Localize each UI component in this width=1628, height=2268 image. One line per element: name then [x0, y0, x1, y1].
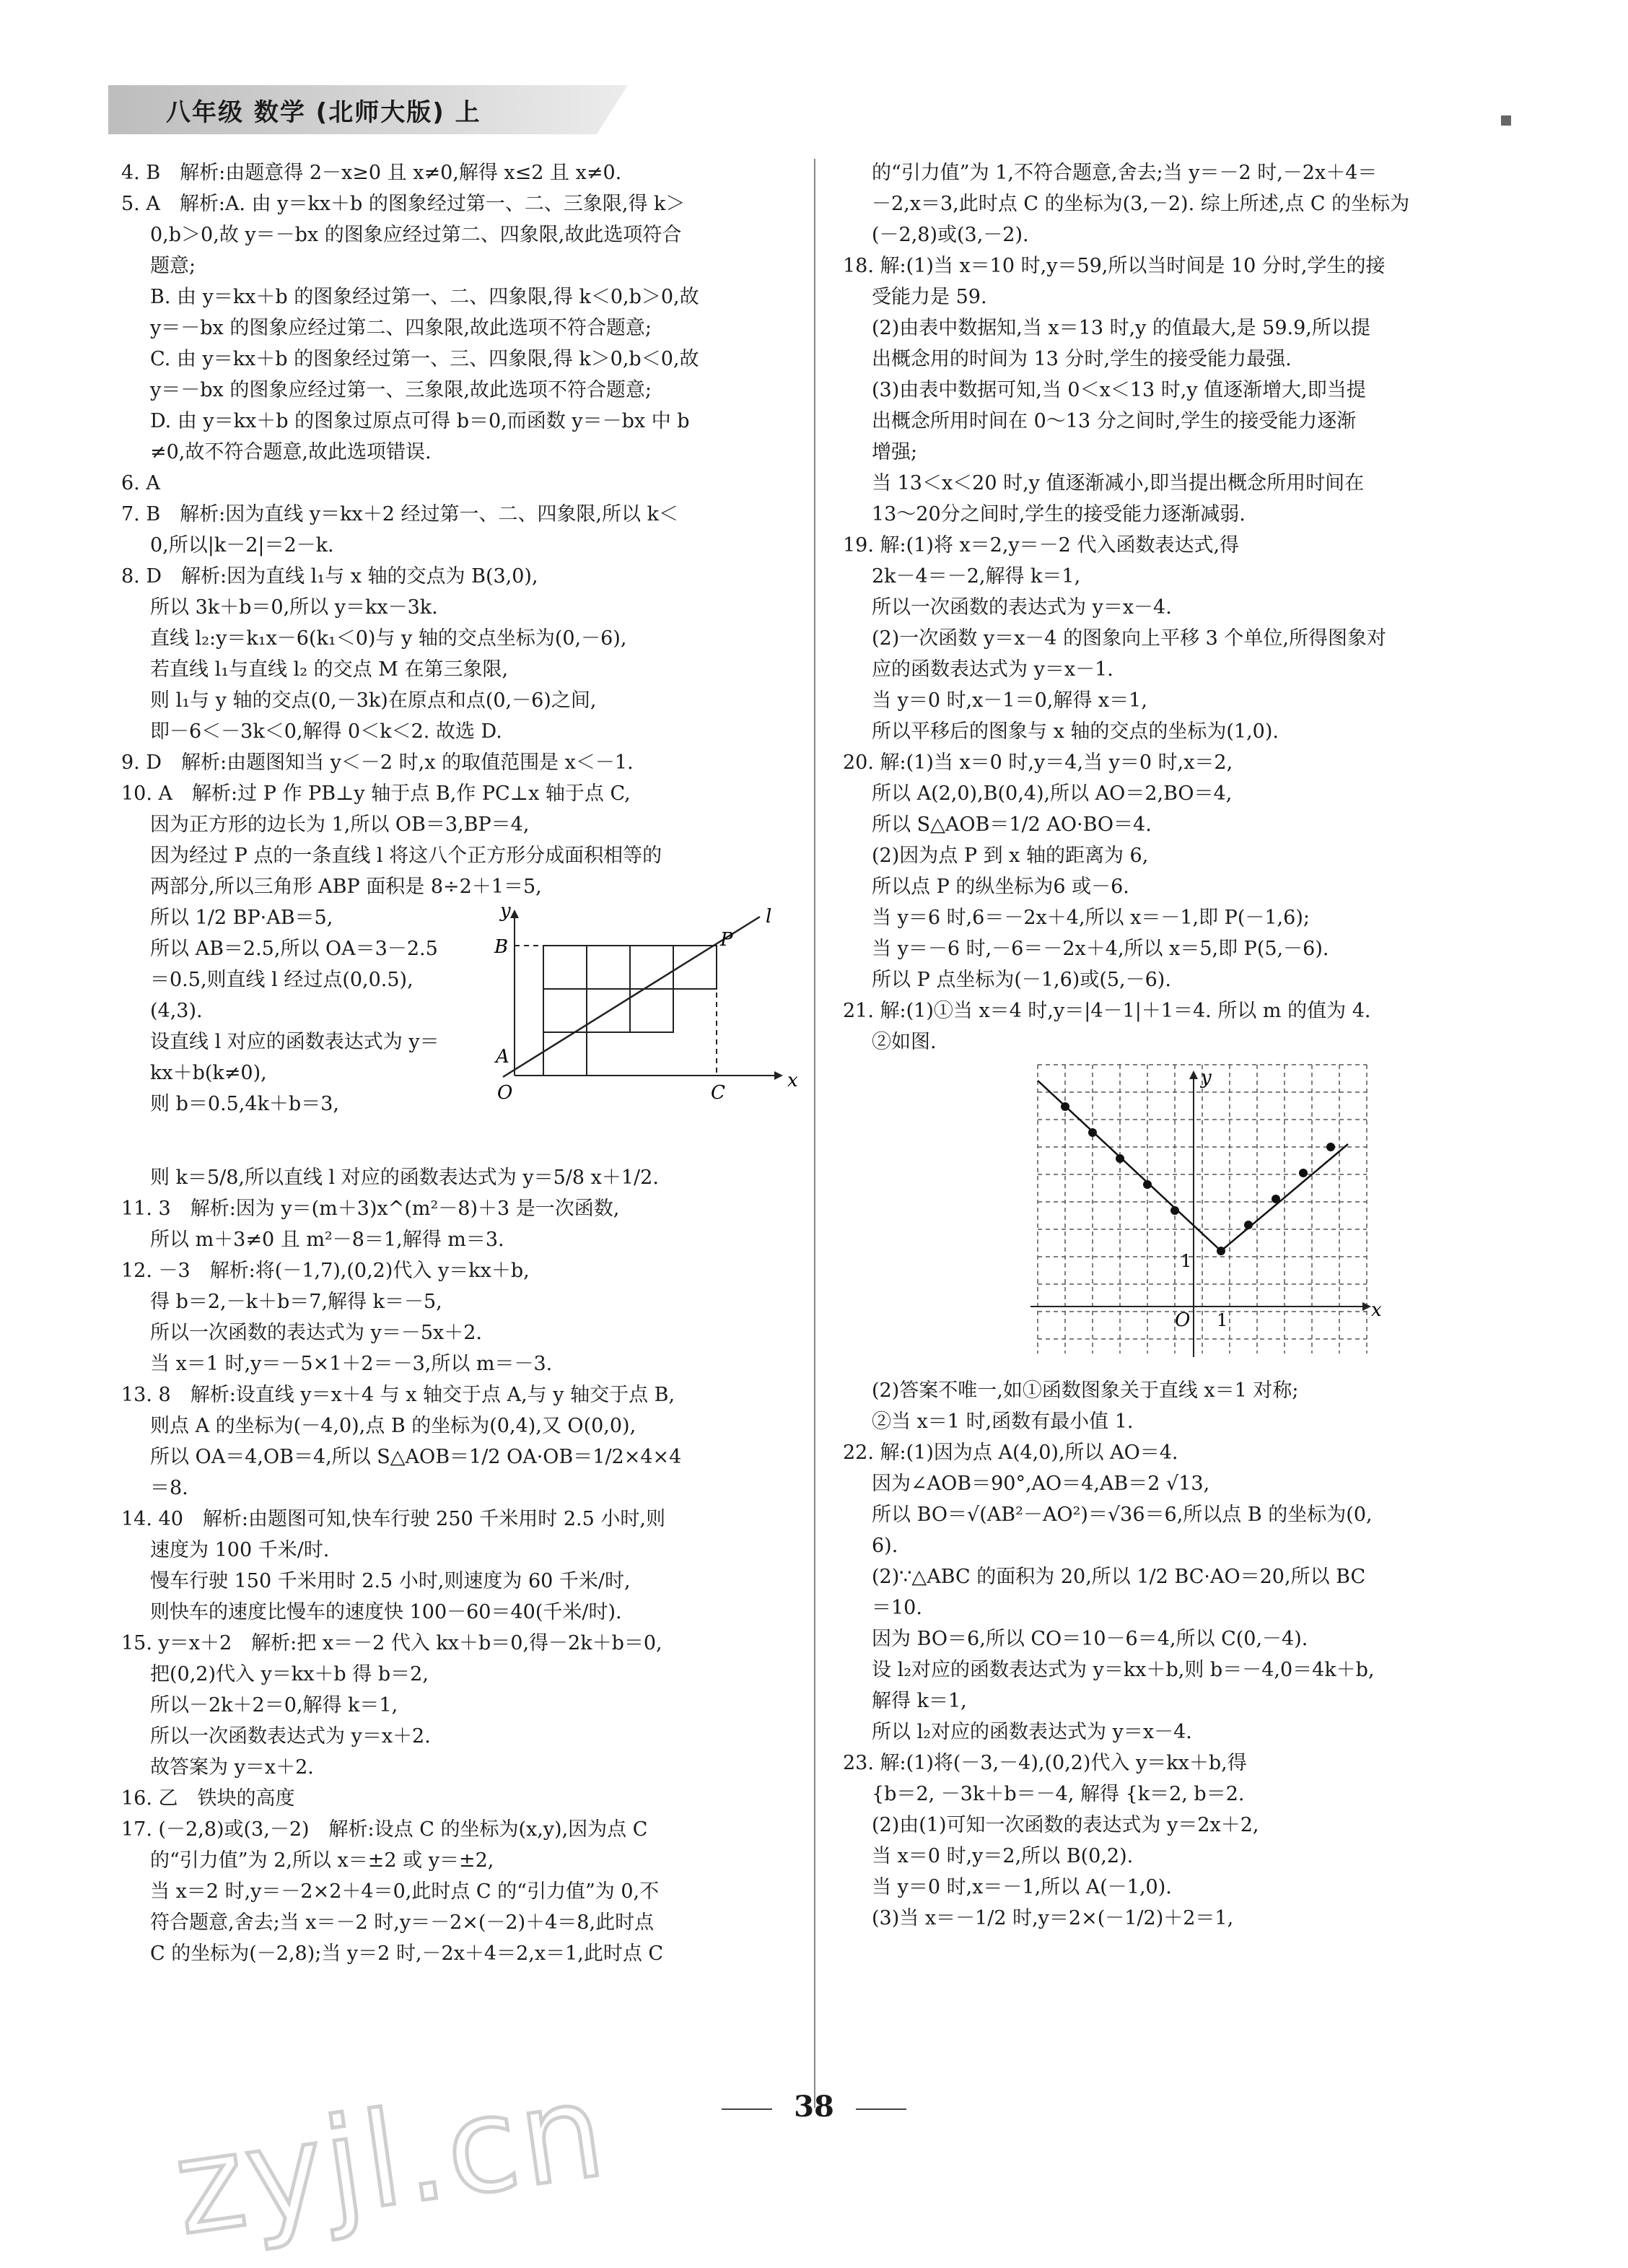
text-line: {b＝2, －3k＋b＝－4, 解得 {k＝2, b＝2.	[872, 1783, 1245, 1805]
text-line: 2k－4＝－2,解得 k＝1,	[872, 565, 1081, 588]
x-axis-arrow-icon	[774, 1071, 783, 1080]
label-l: l	[766, 906, 772, 928]
left-lines-2	[121, 1162, 836, 1969]
grid-square	[543, 946, 587, 989]
text-line: (4,3).	[150, 1000, 203, 1022]
text-line: 符合题意,舍去;当 x＝－2 时,y＝－2×(－2)＋4＝8,此时点	[150, 1911, 655, 1934]
text-line: 4. B 解析:由题意得 2－x≥0 且 x≠0,解得 x≤2 且 x≠0.	[121, 162, 622, 184]
left-lines	[121, 157, 836, 902]
text-line: 所以一次函数的表达式为 y＝x－4.	[872, 596, 1172, 619]
text-line: C 的坐标为(－2,8);当 y＝2 时,－2x＋4＝2,x＝1,此时点 C	[150, 1942, 664, 1965]
text-line: 因为∠AOB＝90°,AO＝4,AB＝2 √13,	[872, 1473, 1210, 1495]
text-line: 即－6＜－3k＜0,解得 0＜k＜2. 故选 D.	[150, 720, 502, 743]
header-title: 八年级 数学 (北师大版) 上	[166, 98, 481, 127]
text-line: ②当 x＝1 时,函数有最小值 1.	[872, 1410, 1134, 1433]
text-line: 所以 1/2 BP·AB＝5,	[150, 907, 333, 929]
text-line: (2)答案不唯一,如①函数图象关于直线 x＝1 对称;	[872, 1379, 1299, 1402]
label-O: O	[1175, 1309, 1191, 1331]
text-line: 6).	[872, 1535, 898, 1557]
text-line: (2)∵△ABC 的面积为 20,所以 1/2 BC·AO＝20,所以 BC	[872, 1566, 1366, 1588]
text-line: 0,所以|k－2|＝2－k.	[150, 534, 334, 557]
text-line: 故答案为 y＝x＋2.	[150, 1756, 314, 1779]
graph-point	[1326, 1143, 1335, 1151]
label-O: O	[497, 1082, 513, 1104]
label-one-y: 1	[1181, 1251, 1192, 1271]
label-one-x: 1	[1217, 1310, 1228, 1330]
text-line: D. 由 y＝kx＋b 的图象过原点可得 b＝0,而函数 y＝－bx 中 b	[150, 410, 690, 432]
text-line: 17. (－2,8)或(3,－2) 解析:设点 C 的坐标为(x,y),因为点 C	[121, 1818, 648, 1841]
text-line: 当 13＜x＜20 时,y 值逐渐减小,即当提出概念所用时间在	[872, 472, 1365, 494]
graph-point	[1217, 1247, 1225, 1255]
text-line: 则 b＝0.5,4k＋b＝3,	[150, 1093, 339, 1115]
fig-10-text	[150, 902, 511, 1120]
text-line: 14. 40 解析:由题图可知,快车行驶 250 千米用时 2.5 小时,则	[121, 1508, 665, 1530]
text-line: 21. 解:(1)①当 x＝4 时,y＝|4－1|＋1＝4. 所以 m 的值为 4.	[843, 1000, 1371, 1022]
graph-point	[1061, 1102, 1069, 1111]
text-line: (－2,8)或(3,－2).	[872, 224, 1029, 246]
text-line: 题意;	[150, 255, 196, 277]
text-line: 应的函数表达式为 y＝x－1.	[872, 658, 1113, 681]
page-header	[108, 85, 772, 134]
text-line: 则快车的速度比慢车的速度快 100－60＝40(千米/时).	[150, 1601, 622, 1623]
grid-square	[587, 946, 630, 989]
text-line: 得 b＝2,－k＋b＝7,解得 k＝－5,	[150, 1291, 442, 1313]
text-line: 慢车行驶 150 千米用时 2.5 小时,则速度为 60 千米/时,	[150, 1570, 631, 1592]
text-line: 的“引力值”为 1,不符合题意,舍去;当 y＝－2 时,－2x＋4＝	[872, 162, 1378, 184]
label-B: B	[494, 936, 509, 958]
text-line: 所以－2k＋2＝0,解得 k＝1,	[150, 1694, 398, 1717]
text-line: 设直线 l 对应的函数表达式为 y＝	[150, 1031, 439, 1053]
text-line: 所以 l₂对应的函数表达式为 y＝x－4.	[872, 1721, 1192, 1743]
text-line: (2)因为点 P 到 x 轴的距离为 6,	[872, 845, 1149, 867]
page-number: 38	[794, 2090, 834, 2124]
text-line: 当 x＝0 时,y＝2,所以 B(0,2).	[872, 1845, 1134, 1867]
text-line: 18. 解:(1)当 x＝10 时,y＝59,所以当时间是 10 分时,学生的接	[843, 255, 1386, 277]
text-line: ≠0,故不符合题意,故此选项错误.	[150, 441, 432, 463]
y-axis-arrow-icon	[510, 910, 519, 918]
text-line: 22. 解:(1)因为点 A(4,0),所以 AO＝4.	[843, 1442, 1178, 1464]
text-line: 所以 AB＝2.5,所以 OA＝3－2.5	[150, 938, 438, 960]
text-line: 13～20分之间时,学生的接受能力逐渐减弱.	[872, 503, 1246, 525]
graph-point	[1116, 1154, 1124, 1163]
text-line: 所以点 P 的纵坐标为6 或－6.	[872, 876, 1129, 898]
text-line: 12. －3 解析:将(－1,7),(0,2)代入 y＝kx＋b,	[121, 1260, 530, 1282]
text-line: 的“引力值”为 2,所以 x＝±2 或 y＝±2,	[150, 1849, 494, 1872]
text-line: 两部分,所以三角形 ABP 面积是 8÷2＋1＝5,	[150, 876, 542, 898]
text-line: 当 y＝6 时,6＝－2x＋4,所以 x＝－1,即 P(－1,6);	[872, 907, 1310, 929]
text-line: 所以 P 点坐标为(－1,6)或(5,－6).	[872, 969, 1171, 991]
text-line: (2)由表中数据知,当 x＝13 时,y 的值最大,是 59.9,所以提	[872, 317, 1370, 339]
right-lines	[843, 157, 1557, 1057]
grid-square	[543, 989, 587, 1032]
text-line: 直线 l₂:y＝k₁x－6(k₁＜0)与 y 轴的交点坐标为(0,－6),	[150, 627, 627, 650]
text-line: ＝0.5,则直线 l 经过点(0,0.5),	[150, 969, 413, 991]
fig-10-block	[121, 902, 836, 1162]
text-line: 则 k＝5/8,所以直线 l 对应的函数表达式为 y＝5/8 x＋1/2.	[150, 1166, 659, 1189]
graph-point	[1143, 1180, 1152, 1189]
text-line: ＝8.	[150, 1477, 188, 1499]
label-P: P	[720, 929, 733, 951]
header-marker	[1501, 115, 1511, 126]
text-line: 若直线 l₁与直线 l₂ 的交点 M 在第三象限,	[150, 658, 509, 681]
text-line: 20. 解:(1)当 x＝0 时,y＝4,当 y＝0 时,x＝2,	[843, 751, 1233, 774]
text-line: 出概念所用时间在 0～13 分之间时,学生的接受能力逐渐	[872, 410, 1357, 432]
text-line: 15. y＝x＋2 解析:把 x＝－2 代入 kx＋b＝0,得－2k＋b＝0,	[121, 1632, 662, 1654]
right-lines-2	[843, 1375, 1557, 1934]
text-line: 所以一次函数表达式为 y＝x＋2.	[150, 1725, 431, 1748]
text-line: 把(0,2)代入 y＝kx＋b 得 b＝2,	[150, 1663, 429, 1685]
graph-point	[1088, 1128, 1097, 1137]
text-line: 受能力是 59.	[872, 286, 987, 308]
text-line: 5. A 解析:A. 由 y＝kx＋b 的图象经过第一、二、三象限,得 k＞	[121, 193, 686, 215]
left-column	[121, 157, 836, 1969]
text-line: 9. D 解析:由题图知当 y＜－2 时,x 的取值范围是 x＜－1.	[121, 751, 634, 774]
text-line: 16. 乙 铁块的高度	[121, 1787, 295, 1810]
label-C: C	[711, 1082, 725, 1104]
text-line: 当 y＝－6 时,－6＝－2x＋4,所以 x＝5,即 P(5,－6).	[872, 938, 1329, 960]
text-line: 设 l₂对应的函数表达式为 y＝kx＋b,则 b＝－4,0＝4k＋b,	[872, 1659, 1375, 1681]
text-line: (3)由表中数据可知,当 0＜x＜13 时,y 值逐渐增大,即当提	[872, 379, 1366, 401]
dash-right	[856, 2108, 906, 2110]
text-line: 当 x＝1 时,y＝－5×1＋2＝－3,所以 m＝－3.	[150, 1353, 553, 1375]
text-line: 因为经过 P 点的一条直线 l 将这八个正方形分成面积相等的	[150, 845, 662, 867]
grid-square	[630, 989, 673, 1032]
text-line: (2)一次函数 y＝x－4 的图象向上平移 3 个单位,所得图象对	[872, 627, 1386, 650]
graph-point	[1299, 1169, 1308, 1177]
text-line: 增强;	[872, 441, 918, 463]
text-line: 11. 3 解析:因为 y＝(m＋3)x^(m²－8)＋3 是一次函数,	[121, 1198, 620, 1220]
text-line: 则 l₁与 y 轴的交点(0,－3k)在原点和点(0,－6)之间,	[150, 689, 597, 712]
graph-point	[1170, 1206, 1179, 1215]
text-line: 8. D 解析:因为直线 l₁与 x 轴的交点为 B(3,0),	[121, 565, 538, 588]
text-line: 出概念用的时间为 13 分时,学生的接受能力最强.	[872, 348, 1292, 370]
label-x: x	[1371, 1299, 1382, 1321]
text-line: 所以一次函数的表达式为 y＝－5x＋2.	[150, 1322, 483, 1344]
text-line: 10. A 解析:过 P 作 PB⊥y 轴于点 B,作 PC⊥x 轴于点 C,	[121, 782, 631, 805]
text-line: 因为正方形的边长为 1,所以 OB＝3,BP＝4,	[150, 814, 530, 836]
fig-21-block	[843, 1057, 1557, 1375]
text-line: C. 由 y＝kx＋b 的图象经过第一、三、四象限,得 k＞0,b＜0,故	[150, 348, 699, 370]
text-line: 6. A	[121, 472, 160, 494]
text-line: 所以 BO＝√(AB²－AO²)＝√36＝6,所以点 B 的坐标为(0,	[872, 1504, 1373, 1526]
text-line: 所以 A(2,0),B(0,4),所以 AO＝2,BO＝4,	[872, 782, 1233, 805]
text-line: 所以 3k＋b＝0,所以 y＝kx－3k.	[150, 596, 438, 619]
text-line: y＝－bx 的图象应经过第二、四象限,故此选项不符合题意;	[150, 317, 652, 339]
text-line: 13. 8 解析:设直线 y＝x＋4 与 x 轴交于点 A,与 y 轴交于点 B,	[121, 1384, 675, 1406]
right-column	[843, 157, 1557, 1934]
grid-figure-21	[1030, 1057, 1391, 1368]
text-line: －2,x＝3,此时点 C 的坐标为(3,－2). 综上所述,点 C 的坐标为	[872, 193, 1410, 215]
text-line: 因为 BO＝6,所以 CO＝10－6＝4,所以 C(0,－4).	[872, 1628, 1308, 1650]
text-line: 解得 k＝1,	[872, 1690, 967, 1712]
graph-point	[1244, 1221, 1253, 1229]
text-line: ＝10.	[872, 1597, 922, 1619]
dash-left	[722, 2108, 772, 2110]
y-axis-arrow-icon	[1189, 1070, 1198, 1079]
text-line: 所以 OA＝4,OB＝4,所以 S△AOB＝1/2 OA·OB＝1/2×4×4	[150, 1446, 682, 1468]
text-line: 所以平移后的图象与 x 轴的交点的坐标为(1,0).	[872, 720, 1279, 743]
text-line: 当 y＝0 时,x＝－1,所以 A(－1,0).	[872, 1876, 1172, 1898]
text-line: B. 由 y＝kx＋b 的图象经过第一、二、四象限,得 k＜0,b＞0,故	[150, 286, 699, 308]
text-line: ②如图.	[872, 1031, 937, 1053]
watermark: zyjl.cn	[166, 2054, 616, 2264]
text-line: (3)当 x＝－1/2 时,y＝2×(－1/2)＋2＝1,	[872, 1907, 1234, 1929]
text-line: 所以 S△AOB＝1/2 AO·BO＝4.	[872, 814, 1152, 836]
label-y: y	[1201, 1067, 1212, 1089]
text-line: kx＋b(k≠0),	[150, 1062, 267, 1084]
text-line: 则点 A 的坐标为(－4,0),点 B 的坐标为(0,4),又 O(0,0),	[150, 1415, 636, 1437]
text-line: (2)由(1)可知一次函数的表达式为 y＝2x＋2,	[872, 1814, 1259, 1836]
label-x: x	[787, 1070, 798, 1091]
text-line: 0,b＞0,故 y＝－bx 的图象应经过第二、四象限,故此选项符合	[150, 224, 682, 246]
grid-square	[630, 946, 673, 989]
text-line: 7. B 解析:因为直线 y＝kx＋2 经过第一、二、四象限,所以 k＜	[121, 503, 678, 525]
text-line: 当 x＝2 时,y＝－2×2＋4＝0,此时点 C 的“引力值”为 0,不	[150, 1880, 660, 1903]
text-line: 23. 解:(1)将(－3,－4),(0,2)代入 y＝kx＋b,得	[843, 1752, 1247, 1774]
text-line: 速度为 100 千米/时.	[150, 1539, 330, 1561]
graph-point	[1272, 1195, 1280, 1203]
text-line: y＝－bx 的图象应经过第一、三象限,故此选项不符合题意;	[150, 379, 652, 401]
label-y: y	[500, 900, 511, 922]
grid-figure-10	[494, 900, 810, 1140]
label-A: A	[496, 1046, 509, 1068]
text-line: 所以 m＋3≠0 且 m²－8＝1,解得 m＝3.	[150, 1229, 504, 1251]
text-line: 当 y＝0 时,x－1＝0,解得 x＝1,	[872, 689, 1147, 712]
text-line: 19. 解:(1)将 x＝2,y＝－2 代入函数表达式,得	[843, 534, 1240, 557]
